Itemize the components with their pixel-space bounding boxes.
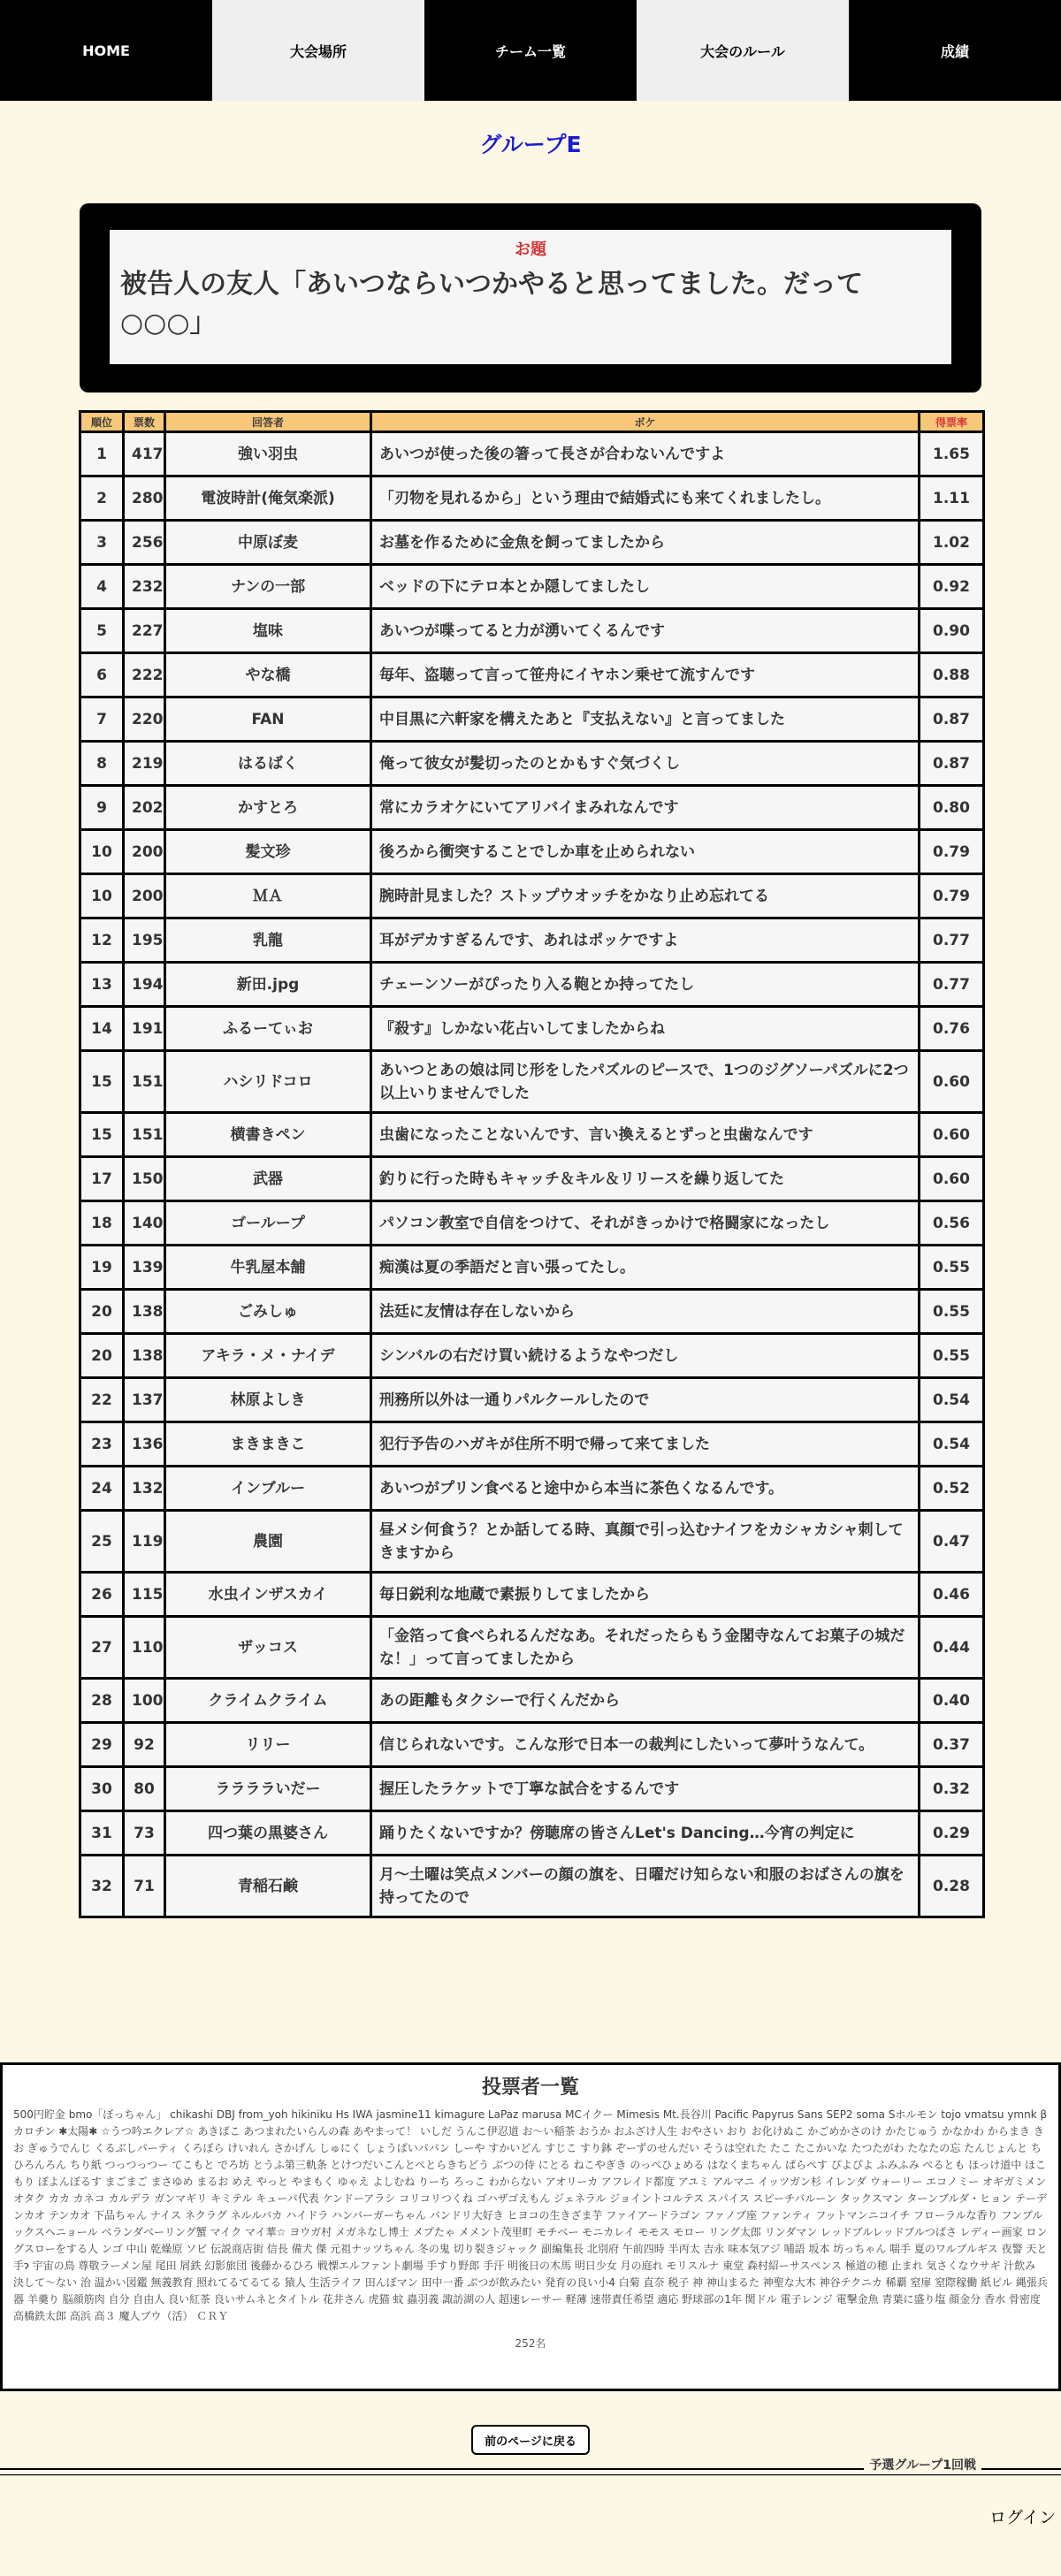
answerer-cell: 新田.jpg: [165, 963, 371, 1007]
result-row: [80, 1157, 984, 1201]
votes-cell: 71: [124, 1856, 165, 1917]
answerer-cell: ハシリドコロ: [165, 1051, 371, 1113]
answerer-cell: ごみしゅ: [165, 1290, 371, 1334]
boke-cell: 刑務所以外は一通りパルクールしたので: [371, 1378, 920, 1422]
votes-cell: 200: [124, 874, 165, 918]
rank-cell: 29: [80, 1723, 124, 1767]
rank-cell: 28: [80, 1679, 124, 1723]
rank-cell: 9: [80, 786, 124, 830]
voters-title: 投票者一覧: [481, 2077, 579, 2099]
result-row: [80, 1051, 984, 1113]
answerer-cell: 乳龍: [165, 918, 371, 963]
answerer-cell: リリー: [165, 1723, 371, 1767]
nav-tournament-venue[interactable]: 大会場所: [212, 0, 424, 101]
vote-rate-cell: 0.77: [920, 918, 984, 963]
boke-cell: あいつが使った後の箸って長さが合わないんですよ: [371, 432, 920, 476]
vote-rate-cell: 0.54: [920, 1422, 984, 1467]
result-row: [80, 1334, 984, 1378]
boke-cell: 腕時計見ました？ストップウオッチをかなり止め忘れてる: [371, 874, 920, 918]
result-row: [80, 1378, 984, 1422]
topic-label: お題: [515, 240, 546, 259]
boke-cell: 後ろから衝突することでしか車を止められない: [371, 830, 920, 874]
answerer-cell: 四つ葉の黒婆さん: [165, 1811, 371, 1856]
boke-cell: 昼メシ何食う？とか話してる時、真顔で引っ込むナイフをカシャカシャ刺してきますから: [371, 1511, 920, 1573]
rank-cell: 24: [80, 1467, 124, 1511]
group-title: グループE: [479, 132, 582, 157]
votes-cell: 219: [124, 742, 165, 786]
result-row: [80, 1723, 984, 1767]
rank-cell: 2: [80, 476, 124, 521]
boke-cell: 毎日鋭利な地蔵で素振りしてましたから: [371, 1573, 920, 1617]
vote-rate-cell: 0.55: [920, 1334, 984, 1378]
result-row: [80, 1811, 984, 1856]
vote-rate-cell: 0.52: [920, 1467, 984, 1511]
vote-rate-cell: 0.79: [920, 874, 984, 918]
votes-cell: 151: [124, 1051, 165, 1113]
answerer-cell: 中原ぼ麦: [165, 521, 371, 565]
votes-cell: 227: [124, 609, 165, 653]
boke-cell: 俺って彼女が髪切ったのとかもすぐ気づくし: [371, 742, 920, 786]
answerer-cell: 電波時計(俺気楽派): [165, 476, 371, 521]
result-row: [80, 1007, 984, 1051]
rank-cell: 1: [80, 432, 124, 476]
result-row: [80, 963, 984, 1007]
result-row: [80, 1467, 984, 1511]
answerer-cell: 塩味: [165, 609, 371, 653]
vote-rate-cell: 0.44: [920, 1617, 984, 1679]
votes-cell: 80: [124, 1767, 165, 1811]
vote-rate-cell: 0.87: [920, 742, 984, 786]
answerer-cell: 髪文珍: [165, 830, 371, 874]
answerer-cell: 武器: [165, 1157, 371, 1201]
vote-rate-cell: 0.90: [920, 609, 984, 653]
boke-cell: チェーンソーがぴったり入る鞄とか持ってたし: [371, 963, 920, 1007]
boke-cell: 「刃物を見れるから」という理由で結婚式にも来てくれましたし。: [371, 476, 920, 521]
answerer-cell: はるばく: [165, 742, 371, 786]
voters-section: [0, 2062, 1061, 2391]
vote-rate-cell: 0.55: [920, 1290, 984, 1334]
boke-cell: 「金箔って食べられるんだなあ。それだったらもう金閣寺なんてお菓子の城だな！」って言ってましたから: [371, 1617, 920, 1679]
result-row: [80, 476, 984, 521]
boke-cell: 月〜土曜は笑点メンバーの顔の旗を、日曜だけ知らない和服のおばさんの旗を持ってたので: [371, 1856, 920, 1917]
answerer-cell: インブルー: [165, 1467, 371, 1511]
votes-cell: 137: [124, 1378, 165, 1422]
boke-cell: 法廷に友情は存在しないから: [371, 1290, 920, 1334]
boke-cell: あいつとあの娘は同じ形をしたパズルのピースで、1つのジグソーパズルに2つ以上いりませんでした: [371, 1051, 920, 1113]
boke-cell: 耳がデカすぎるんです、あれはポッケですよ: [371, 918, 920, 963]
boke-cell: 踊りたくないですか？傍聴席の皆さんLet's Dancing…今宵の判定に: [371, 1811, 920, 1856]
votes-cell: 138: [124, 1290, 165, 1334]
results-table: [79, 410, 985, 1918]
result-row: [80, 1511, 984, 1573]
vote-rate-cell: 0.32: [920, 1767, 984, 1811]
result-row: [80, 830, 984, 874]
votes-cell: 115: [124, 1573, 165, 1617]
answerer-cell: 横書きペン: [165, 1113, 371, 1157]
vote-rate-cell: 0.37: [920, 1723, 984, 1767]
boke-cell: 『殺す』しかない花占いしてましたからね: [371, 1007, 920, 1051]
vote-rate-cell: 0.54: [920, 1378, 984, 1422]
results-body: [80, 432, 984, 1917]
result-row: [80, 918, 984, 963]
top-nav: [0, 0, 1061, 101]
votes-cell: 110: [124, 1617, 165, 1679]
votes-cell: 140: [124, 1201, 165, 1246]
boke-cell: あいつがプリン食べると途中から本当に茶色くなるんです。: [371, 1467, 920, 1511]
vote-rate-cell: 0.77: [920, 963, 984, 1007]
votes-cell: 280: [124, 476, 165, 521]
vote-rate-cell: 0.55: [920, 1246, 984, 1290]
footer-round-label: 予選グループ1回戦: [864, 2458, 981, 2473]
answerer-cell: ララララいだー: [165, 1767, 371, 1811]
rank-cell: 8: [80, 742, 124, 786]
nav-results[interactable]: 成績: [849, 0, 1061, 101]
result-row: [80, 786, 984, 830]
answerer-cell: クライムクライム: [165, 1679, 371, 1723]
result-row: [80, 521, 984, 565]
answerer-cell: まきまきこ: [165, 1422, 371, 1467]
votes-cell: 73: [124, 1811, 165, 1856]
boke-cell: 握圧したラケットで丁寧な試合をするんです: [371, 1767, 920, 1811]
answerer-cell: 水虫インザスカイ: [165, 1573, 371, 1617]
rank-cell: 30: [80, 1767, 124, 1811]
vote-rate-cell: 0.46: [920, 1573, 984, 1617]
answerer-cell: 牛乳屋本舗: [165, 1246, 371, 1290]
rank-cell: 6: [80, 653, 124, 697]
vote-rate-cell: 0.60: [920, 1051, 984, 1113]
topic-text: 被告人の友人「あいつならいつかやると思ってました。だって○○○」: [120, 269, 863, 339]
votes-cell: 138: [124, 1334, 165, 1378]
result-row: [80, 1422, 984, 1467]
result-row: [80, 565, 984, 609]
result-row: [80, 1767, 984, 1811]
rank-cell: 31: [80, 1811, 124, 1856]
rank-cell: 7: [80, 697, 124, 742]
votes-cell: 150: [124, 1157, 165, 1201]
rank-cell: 25: [80, 1511, 124, 1573]
votes-cell: 92: [124, 1723, 165, 1767]
header-boke: ボケ: [371, 412, 920, 432]
result-row: [80, 1679, 984, 1723]
votes-cell: 232: [124, 565, 165, 609]
answerer-cell: ナンの一部: [165, 565, 371, 609]
vote-rate-cell: 0.79: [920, 830, 984, 874]
nav-tournament-rules[interactable]: 大会のルール: [637, 0, 849, 101]
rank-cell: 18: [80, 1201, 124, 1246]
result-row: [80, 1113, 984, 1157]
vote-rate-cell: 0.40: [920, 1679, 984, 1723]
result-row: [80, 432, 984, 476]
vote-rate-cell: 1.11: [920, 476, 984, 521]
vote-rate-cell: 0.88: [920, 653, 984, 697]
header-rank: 順位: [80, 412, 124, 432]
nav-home[interactable]: HOME: [0, 0, 212, 101]
vote-rate-cell: 0.56: [920, 1201, 984, 1246]
boke-cell: シンバルの右だけ買い続けるようなやつだし: [371, 1334, 920, 1378]
rank-cell: 4: [80, 565, 124, 609]
result-row: [80, 1290, 984, 1334]
votes-cell: 220: [124, 697, 165, 742]
rank-cell: 12: [80, 918, 124, 963]
answerer-cell: ザッコス: [165, 1617, 371, 1679]
answerer-cell: ゴーループ: [165, 1201, 371, 1246]
answerer-cell: ＭＡ: [165, 874, 371, 918]
vote-rate-cell: 0.47: [920, 1511, 984, 1573]
boke-cell: 犯行予告のハガキが住所不明で帰って来てました: [371, 1422, 920, 1467]
rank-cell: 14: [80, 1007, 124, 1051]
result-row: [80, 609, 984, 653]
rank-cell: 23: [80, 1422, 124, 1467]
result-row: [80, 1617, 984, 1679]
votes-cell: 139: [124, 1246, 165, 1290]
rank-cell: 3: [80, 521, 124, 565]
votes-cell: 151: [124, 1113, 165, 1157]
vote-rate-cell: 0.87: [920, 697, 984, 742]
topic-inner: [110, 230, 951, 364]
votes-cell: 195: [124, 918, 165, 963]
results-header-row: [80, 412, 984, 432]
result-row: [80, 1246, 984, 1290]
votes-cell: 194: [124, 963, 165, 1007]
votes-cell: 202: [124, 786, 165, 830]
answerer-cell: やな橋: [165, 653, 371, 697]
rank-cell: 15: [80, 1051, 124, 1113]
result-row: [80, 742, 984, 786]
boke-cell: 釣りに行った時もキャッチ＆キル＆リリースを繰り返してた: [371, 1157, 920, 1201]
boke-cell: パソコン教室で自信をつけて、それがきっかけで格闘家になったし: [371, 1201, 920, 1246]
header-answerer: 回答者: [165, 412, 371, 432]
answerer-cell: 農園: [165, 1511, 371, 1573]
result-row: [80, 874, 984, 918]
vote-rate-cell: 0.92: [920, 565, 984, 609]
result-row: [80, 1201, 984, 1246]
result-row: [80, 653, 984, 697]
result-row: [80, 1856, 984, 1917]
rank-cell: 17: [80, 1157, 124, 1201]
nav-team-list[interactable]: チーム一覧: [424, 0, 637, 101]
boke-cell: 痴漢は夏の季語だと言い張ってたし。: [371, 1246, 920, 1290]
rank-cell: 20: [80, 1334, 124, 1378]
topic-box: [80, 203, 981, 392]
rank-cell: 19: [80, 1246, 124, 1290]
boke-cell: 中目黒に六軒家を構えたあと『支払えない』と言ってました: [371, 697, 920, 742]
login-link[interactable]: ログイン: [988, 2508, 1056, 2527]
answerer-cell: 林原よしき: [165, 1378, 371, 1422]
boke-cell: 虫歯になったことないんです、言い換えるとずっと虫歯なんです: [371, 1113, 920, 1157]
vote-rate-cell: 0.80: [920, 786, 984, 830]
vote-rate-cell: 0.60: [920, 1113, 984, 1157]
vote-rate-cell: 0.28: [920, 1856, 984, 1917]
vote-rate-cell: 0.60: [920, 1157, 984, 1201]
header-votes: 票数: [124, 412, 165, 432]
rank-cell: 26: [80, 1573, 124, 1617]
votes-cell: 191: [124, 1007, 165, 1051]
votes-cell: 136: [124, 1422, 165, 1467]
votes-cell: 132: [124, 1467, 165, 1511]
rank-cell: 13: [80, 963, 124, 1007]
boke-cell: あの距離もタクシーで行くんだから: [371, 1679, 920, 1723]
footer: [0, 2475, 1061, 2576]
back-button[interactable]: 前のページに戻る: [471, 2425, 590, 2455]
votes-cell: 417: [124, 432, 165, 476]
vote-rate-cell: 0.29: [920, 1811, 984, 1856]
rank-cell: 10: [80, 874, 124, 918]
boke-cell: お墓を作るために金魚を飼ってましたから: [371, 521, 920, 565]
result-row: [80, 697, 984, 742]
answerer-cell: FAN: [165, 697, 371, 742]
rank-cell: 5: [80, 609, 124, 653]
boke-cell: 常にカラオケにいてアリバイまみれなんです: [371, 786, 920, 830]
rank-cell: 22: [80, 1378, 124, 1422]
rank-cell: 32: [80, 1856, 124, 1917]
answerer-cell: ふるーてぃお: [165, 1007, 371, 1051]
rank-cell: 10: [80, 830, 124, 874]
header-vote-rate: 得票率: [920, 412, 984, 432]
answerer-cell: 強い羽虫: [165, 432, 371, 476]
votes-cell: 100: [124, 1679, 165, 1723]
boke-cell: ベッドの下にテロ本とか隠してましたし: [371, 565, 920, 609]
answerer-cell: 青稲石鹸: [165, 1856, 371, 1917]
result-row: [80, 1573, 984, 1617]
rank-cell: 20: [80, 1290, 124, 1334]
vote-rate-cell: 1.65: [920, 432, 984, 476]
vote-rate-cell: 0.76: [920, 1007, 984, 1051]
voters-list: 500円貯金 bmo「ぼっちゃん」 chikashi DBJ from_yoh hikiniku Hs IWA jasmine11 kimagure LaPaz marusa MCイクー Mimesis Mt.長谷川 Pacific Papyrus Sans SEP2 soma Sホルモン tojo vmatsu ymnk βカロチン ✱太陽✱ ☆うつ吟エクレア☆ あきばこ あつまれたいらんの森 あやまって！ いしだ うんこ伊忍道 お〜い稲茶 おうか おふざけ人生 おやさい おり お化けぬこ かごめかさのけ かたじゅう かなかわ からまき きお ぎゅうでんじ くるぶしパーティ くろぼら けいれん さかげん しゅにく しょうばいパパン しーや すかいどん すじこ すり鉢 ぞーずのせんだい そうは空れた たこ たこかいな たつたがわ たなたの忘 たんじょんと ちひろんろん ちり紙 つっつっつー てこもと でろ坊 とうふ第三軌条 とけつだいこんとぺとらきちどう ぶつの侍 にとる ねこやぎき のっぺひょめる はなくまちゃん ぱらぺす ぴよぴよ ふみふみ ぺるとも ほっけ道中 ほこもり ぼよんぼるす まごまご まさゆめ まるお めえ やっと やまもく ゆゃえ よしむね りーち ろっこ わからない アオリーカ アフレイド都度 アユミ アルマニ イッツガン杉 イレンダ ウォーリー エコノミー オギガミメン オタク カカ カネコ カルデラ ガンマギリ キミテル キューバ代表 ケンドーアラシ コリコリつくね ゴハザゴえもん ジェネラル ジョイントコルテス スパイス スピーチバルーン タックスマン ターンブルダ・ヒョン テーデンカオ テンカオ 下品ちゃん ナイス ネクラグ ネルルバカ ハイドラ ハンバーガーちゃん バンドリ大好き ヒヨコの生きざま芋 ファイアードラゴン ファノブ座 ファンティ フットマンニコイチ フローラルな香り フンブルックスヘニョール ベランダベーリング蟹 マイク マイ華☆ ヨウガ村 メガネなし博士 メプたゃ メメント茂里町 モチベー モニカレイ モモス モロー リング太郎 リンダマン レッドブルレッドブルつばさ レディー画家 ロングスローをする人 ンゴ 中山 乾燥原 ソビ 伝説商店街 信長 備犬 傑 元祖ナッツちゃん 冬の鬼 切り裂きジャック 副編集長 北別府 午前四時 半丙太 吉永 味本気アジ 哺語 坂本 坊っちゃん 喘手 夏のワルブルギス 夜警 天と手ɂ 宇宙の鳥 尊敬ラーメン屋 尾田 屑鉄 幻影旅団 後藤かるひろ 戦慄エルファント劇場 手すり野郎 手汗 明後日の木馬 明日少女 月の庭れ モリスルナ 東堂 森村紹ーサスペンス 極道の穂 止まれ 気さくなウサギ 汁飲み 決して〜ない 治 温かい図鑑 無義教育 照れてるてるてる 猿人 生活ライフ 田んぼマン 田中一番 ぶつが飲みたい 発育の良い小4 白菊 直奈 税子 神 神山まるた 神聖な大木 神谷テクニカ 稀覇 窒扉 窒際稼働 紙ピル 縄張兵器 羊羹り 脳顔筋肉 自分 自由人 良い紅茶 良いサムネとタイトル 花井さん 虎猫 蚊 蟲羽義 諏訪湖の人 超速レーサー 軽薄 速帯責任希望 適応 野球部の1年 関ドル 電子レンジ 電撃金魚 青葉に盛り塩 顔金分 香水 骨密度 高橋鉄太郎 高浜 高３ 魔人ブウ（活） ＣＲＹ: [13, 2108, 1048, 2322]
boke-cell: 毎年、盗聴って言って笹舟にイヤホン乗せて流すんです: [371, 653, 920, 697]
voters-count: 252名: [515, 2337, 546, 2350]
answerer-cell: アキラ・メ・ナイデ: [165, 1334, 371, 1378]
votes-cell: 222: [124, 653, 165, 697]
votes-cell: 256: [124, 521, 165, 565]
boke-cell: 信じられないです。こんな形で日本一の裁判にしたいって夢叶うなんて。: [371, 1723, 920, 1767]
vote-rate-cell: 1.02: [920, 521, 984, 565]
votes-cell: 119: [124, 1511, 165, 1573]
answerer-cell: かすとろ: [165, 786, 371, 830]
boke-cell: あいつが喋ってると力が湧いてくるんです: [371, 609, 920, 653]
rank-cell: 15: [80, 1113, 124, 1157]
rank-cell: 27: [80, 1617, 124, 1679]
votes-cell: 200: [124, 830, 165, 874]
